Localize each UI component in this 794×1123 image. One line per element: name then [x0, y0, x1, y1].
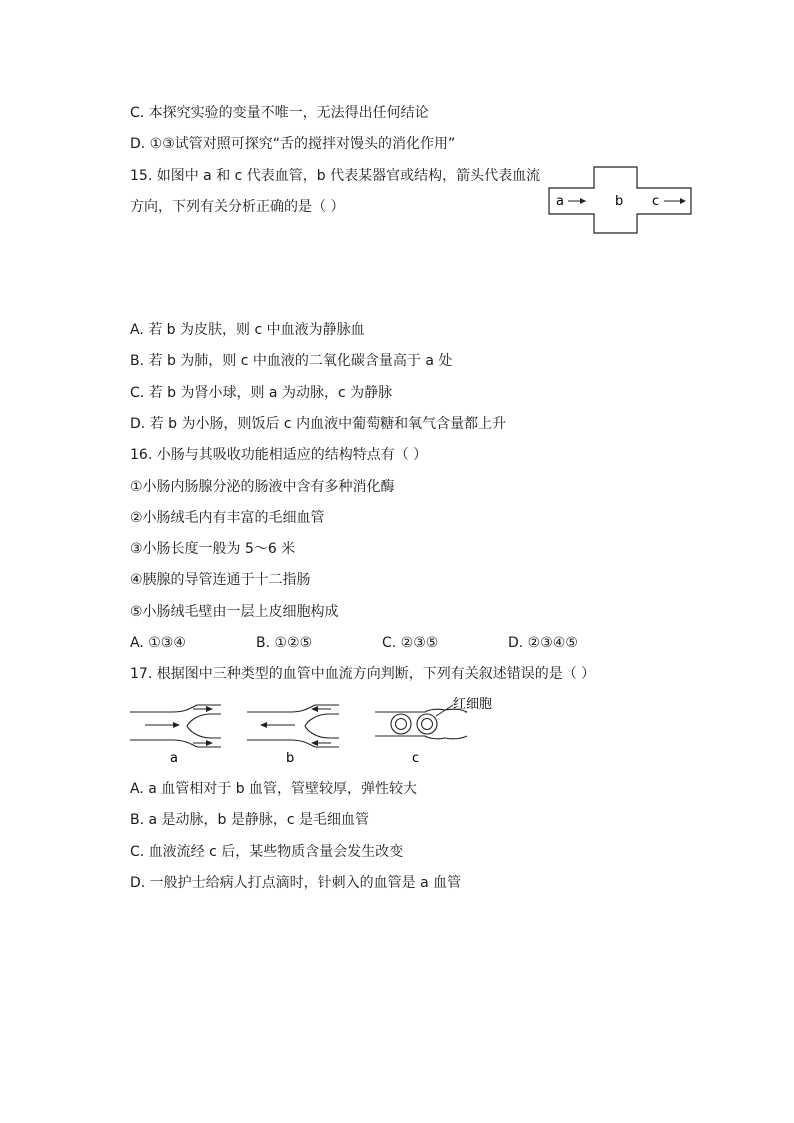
q16-option-b: B. ①②⑤ — [256, 635, 313, 651]
q17-option-c: C. 血液流经 c 后，某些物质含量会发生改变 — [130, 844, 404, 860]
q15-label-c: c — [652, 194, 660, 209]
q17-rbc-pointer — [436, 705, 453, 716]
q15-option-b: B. 若 b 为肺，则 c 中血液的二氧化碳含量高于 a 处 — [130, 353, 453, 369]
q16-item-5: ⑤小肠绒毛壁由一层上皮细胞构成 — [130, 604, 339, 620]
q17-rbc-label: 红细胞 — [453, 697, 493, 712]
q17-rbc-2 — [417, 714, 437, 734]
q16-item-4: ④胰腺的导管连通于十二指肠 — [130, 572, 311, 588]
q16-item-2: ②小肠绒毛内有丰富的毛细血管 — [130, 510, 325, 526]
q17-rbc-1 — [391, 714, 411, 734]
q15-arrowhead-a — [580, 198, 586, 204]
q17-label-c: c — [412, 751, 420, 766]
q15-label-b: b — [615, 194, 624, 209]
q17-vessel-a — [130, 705, 221, 747]
q15-label-a: a — [556, 194, 564, 209]
prev-option-c: C. 本探究实验的变量不唯一，无法得出任何结论 — [130, 105, 429, 121]
q17-option-b: B. a 是动脉，b 是静脉，c 是毛细血管 — [130, 812, 370, 828]
q16-option-d: D. ②③④⑤ — [508, 635, 578, 651]
q15-arrowhead-c — [680, 198, 686, 204]
q17-option-d: D. 一般护士给病人打点滴时，针刺入的血管是 a 血管 — [130, 875, 462, 891]
q17-label-a: a — [170, 751, 178, 766]
q15-option-a: A. 若 b 为皮肤，则 c 中血液为静脉血 — [130, 322, 365, 338]
q16-option-c: C. ②③⑤ — [382, 635, 439, 651]
q15-diagram — [548, 166, 693, 236]
q17-option-a: A. a 血管相对于 b 血管，管壁较厚，弹性较大 — [130, 781, 418, 797]
q17-vessel-b — [247, 705, 339, 747]
q15-stem-line1: 15. 如图中 a 和 c 代表血管，b 代表某器官或结构，箭头代表血流 — [130, 168, 541, 184]
q17-stem: 17. 根据图中三种类型的血管中血流方向判断，下列有关叙述错误的是（ ） — [130, 666, 596, 682]
q15-option-c: C. 若 b 为肾小球，则 a 为动脉，c 为静脉 — [130, 385, 393, 401]
prev-option-d: D. ①③试管对照可探究“舌的搅拌对馒头的消化作用” — [130, 136, 456, 152]
q17-diagram — [125, 692, 505, 768]
q16-option-a: A. ①③④ — [130, 635, 186, 651]
q17-label-b: b — [286, 751, 295, 766]
q15-option-d: D. 若 b 为小肠，则饭后 c 内血液中葡萄糖和氧气含量都上升 — [130, 416, 507, 432]
q16-item-3: ③小肠长度一般为 5～6 米 — [130, 541, 296, 557]
q16-stem: 16. 小肠与其吸收功能相适应的结构特点有（ ） — [130, 447, 428, 463]
q15-stem-line2: 方向，下列有关分析正确的是（ ） — [130, 199, 345, 215]
q16-item-1: ①小肠内肠腺分泌的肠液中含有多种消化酶 — [130, 479, 395, 495]
